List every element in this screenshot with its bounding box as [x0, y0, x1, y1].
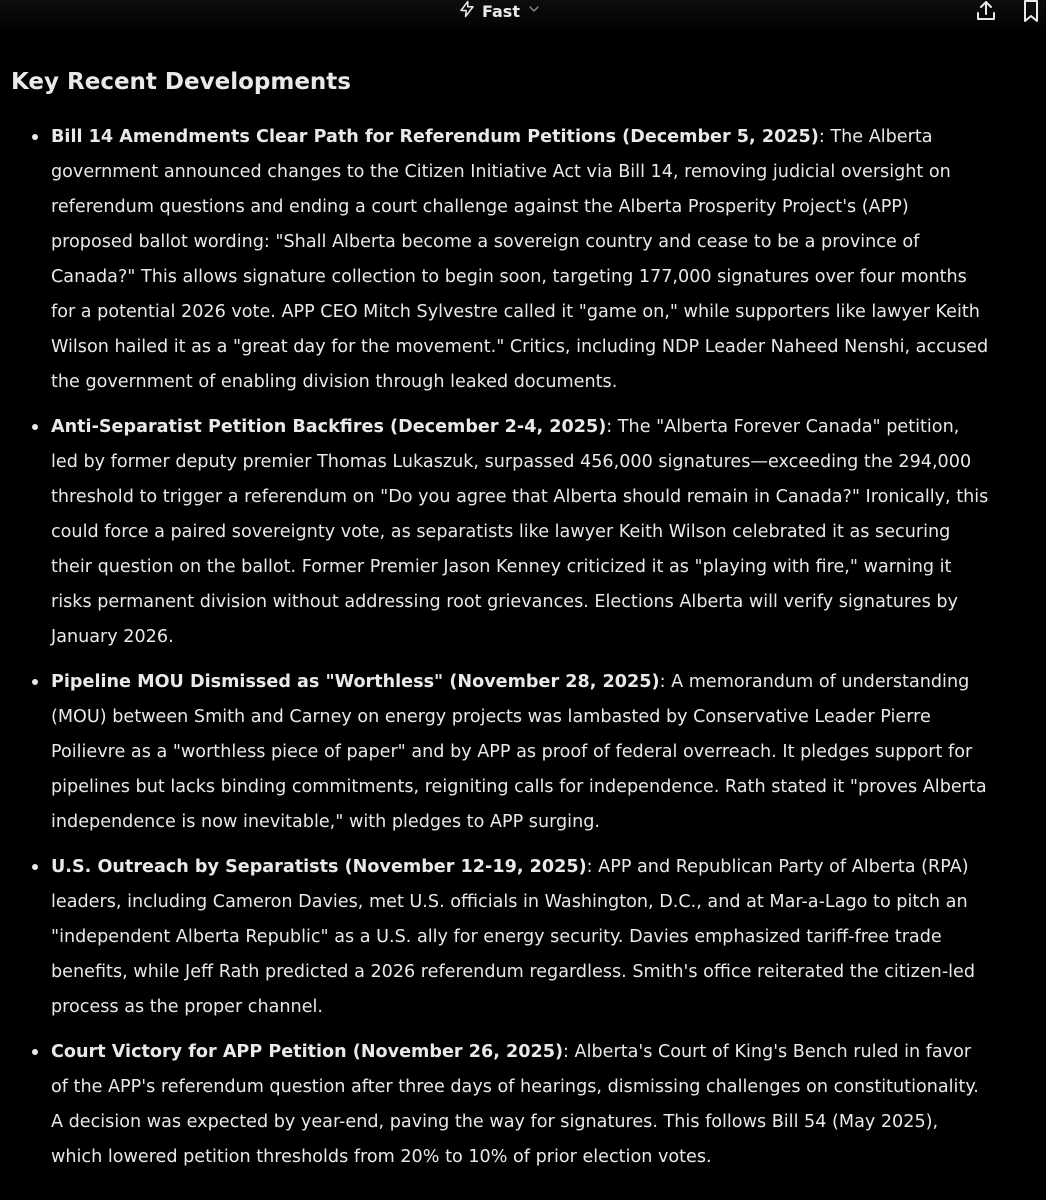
item-body: The Alberta government announced changes to the Citizen Initiative Act via Bill 14, removing judicial oversight on referendum questions and ending a court challenge against the Alberta Prosperity Project's (APP) proposed ballot wording: "Shall Alberta become a sovereign country and cease to be a province of Canada?" This allows signature collection to begin soon, targeting 177,000 signatures over four months for a potential 2026 vote. APP CEO Mitch Sylvestre called it "game on," while supporters like lawyer Keith Wilson hailed it as a "great day for the movement." Critics, including NDP Leader Naheed Nenshi, accused the government of enabling division through leaked documents.	[51, 127, 989, 392]
item-title: Bill 14 Amendments Clear Path for Referendum Petitions (December 5, 2025)	[51, 127, 819, 147]
list-item: Pipeline MOU Dismissed as "Worthless" (November 28, 2025): A memorandum of understanding (MOU) between Smith and Carney on energy projects was lambasted by Conservative Leader Pierre Poilievre as a "worthless piece of paper" and by APP as proof of federal overreach. It pledges support for pipelines but lacks binding commitments, reigniting calls for independence. Rath stated it "proves Alberta independence is now inevitable," with pledges to APP surging.	[11, 665, 991, 840]
item-body: Alberta's Court of King's Bench ruled in favor of the APP's referendum question after three days of hearings, dismissing challenges on constitutionality. A decision was expected by year-end, paving the way for signatures. This follows Bill 54 (May 2025), which lowered petition thresholds from 20% to 10% of prior election votes.	[51, 1042, 979, 1167]
share-icon	[974, 0, 998, 27]
item-title: Pipeline MOU Dismissed as "Worthless" (November 28, 2025)	[51, 672, 660, 692]
share-button[interactable]	[972, 0, 1000, 26]
mode-label: Fast	[482, 1, 520, 21]
bookmark-icon	[1020, 0, 1042, 27]
item-title: U.S. Outreach by Separatists (November 12-19, 2025)	[51, 857, 587, 877]
response-content	[11, 62, 991, 1185]
bookmark-button[interactable]	[1017, 0, 1045, 26]
item-body: The "Alberta Forever Canada" petition, led by former deputy premier Thomas Lukaszuk, surpassed 456,000 signatures—exceeding the 294,000 threshold to trigger a referendum on "Do you agree that Alberta should remain in Canada?" Ironically, this could force a paired sovereignty vote, as separatists like lawyer Keith Wilson celebrated it as securing their question on the ballot. Former Premier Jason Kenney criticized it as "playing with fire," warning it risks permanent division without addressing root grievances. Elections Alberta will verify signatures by January 2026.	[51, 417, 989, 647]
list-item: Anti-Separatist Petition Backfires (December 2-4, 2025): The "Alberta Forever Canada" petition, led by former deputy premier Thomas Lukaszuk, surpassed 456,000 signatures—exceeding the 294,000 threshold to trigger a referendum on "Do you agree that Alberta should remain in Canada?" Ironically, this could force a paired sovereignty vote, as separatists like lawyer Keith Wilson celebrated it as securing their question on the ballot. Former Premier Jason Kenney criticized it as "playing with fire," warning it risks permanent division without addressing root grievances. Elections Alberta will verify signatures by January 2026.	[11, 410, 991, 655]
list-item: Bill 14 Amendments Clear Path for Referendum Petitions (December 5, 2025): The Alberta government announced changes to the Citizen Initiative Act via Bill 14, removing judicial oversight on referendum questions and ending a court challenge against the Alberta Prosperity Project's (APP) proposed ballot wording: "Shall Alberta become a sovereign country and cease to be a province of Canada?" This allows signature collection to begin soon, targeting 177,000 signatures over four months for a potential 2026 vote. APP CEO Mitch Sylvestre called it "game on," while supporters like lawyer Keith Wilson hailed it as a "great day for the movement." Critics, including NDP Leader Naheed Nenshi, accused the government of enabling division through leaked documents.	[11, 120, 991, 400]
section-heading: Key Recent Developments	[11, 69, 351, 95]
list-item: U.S. Outreach by Separatists (November 12-19, 2025): APP and Republican Party of Alberta (RPA) leaders, including Cameron Davies, met U.S. officials in Washington, D.C., and at Mar-a-Lago to pitch an "independent Alberta Republic" as a U.S. ally for energy security. Davies emphasized tariff-free trade benefits, while Jeff Rath predicted a 2026 referendum regardless. Smith's office reiterated the citizen-led process as the proper channel.	[11, 850, 991, 1025]
model-mode-selector[interactable]	[458, 0, 542, 22]
item-body: APP and Republican Party of Alberta (RPA) leaders, including Cameron Davies, met U.S. officials in Washington, D.C., and at Mar-a-Lago to pitch an "independent Alberta Republic" as a U.S. ally for energy security. Davies emphasized tariff-free trade benefits, while Jeff Rath predicted a 2026 referendum regardless. Smith's office reiterated the citizen-led process as the proper channel.	[51, 857, 976, 1017]
lightning-icon	[458, 0, 476, 22]
list-item: Court Victory for APP Petition (November 26, 2025): Alberta's Court of King's Bench ruled in favor of the APP's referendum question after three days of hearings, dismissing challenges on constitutionality. A decision was expected by year-end, paving the way for signatures. This follows Bill 54 (May 2025), which lowered petition thresholds from 20% to 10% of prior election votes.	[11, 1035, 991, 1175]
developments-list	[11, 120, 991, 1175]
item-title: Anti-Separatist Petition Backfires (December 2-4, 2025)	[51, 417, 607, 437]
item-body: A memorandum of understanding (MOU) between Smith and Carney on energy projects was lambasted by Conservative Leader Pierre Poilievre as a "worthless piece of paper" and by APP as proof of federal overreach. It pledges support for pipelines but lacks binding commitments, reigniting calls for independence. Rath stated it "proves Alberta independence is now inevitable," with pledges to APP surging.	[51, 672, 987, 832]
item-title: Court Victory for APP Petition (November 26, 2025)	[51, 1042, 564, 1062]
chevron-down-icon	[526, 1, 542, 21]
